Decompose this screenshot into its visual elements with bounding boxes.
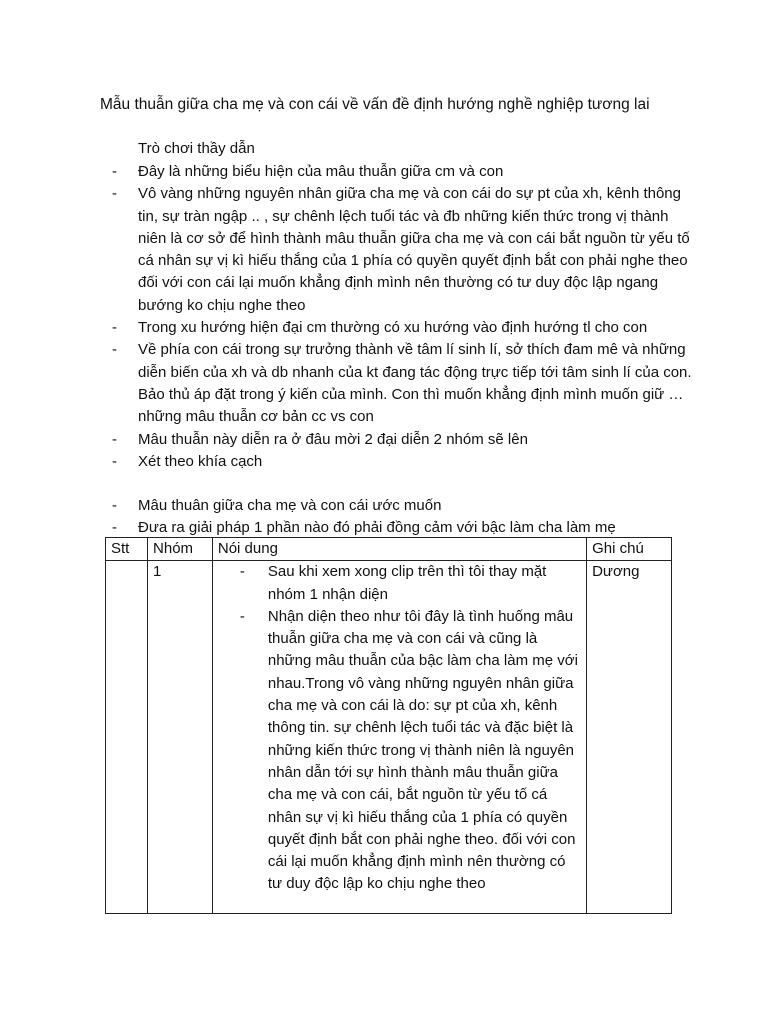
bullet-marker: - xyxy=(239,607,245,625)
bullet-marker: - xyxy=(112,497,117,515)
header-nhom: Nhóm xyxy=(148,538,213,561)
list-item xyxy=(112,183,692,317)
table-row xyxy=(106,561,672,914)
document-title: Mẫu thuẫn giữa cha mẹ và con cái về vấn đề định hướng nghề nghiệp tương lai xyxy=(100,96,650,113)
table-header-row xyxy=(106,538,672,561)
header-noi-dung: Nói dung xyxy=(212,538,586,561)
bullet-marker: - xyxy=(239,563,245,581)
bullet-marker: - xyxy=(112,319,117,337)
list-item-text: Trong xu hướng hiện đại cm thường có xu hướng vào định hướng tl cho con xyxy=(138,319,648,337)
bullet-list xyxy=(112,161,692,540)
list-item xyxy=(112,495,692,517)
list-item xyxy=(240,606,581,896)
bullet-marker: - xyxy=(112,163,117,180)
list-item-text: Nhận diện theo như tôi đây là tình huống mâu thuẫn giữa cha mẹ và con cái và cũng là những mâu thuẫn của bậc làm cha làm mẹ với nhau.Trong vô vàng những nguyên nhân giữa cha mẹ và con cái là do: sự pt của xh, kênh thông tin. sự chênh lệch tuổi tác và đặc biệt là những kiến thức trong vị thành niên là nguyên nhân dẫn tới sự hình thành mâu thuẫn giữa cha mẹ và con cái, bắt nguồn từ yếu tố cá nhân sự vị kì hiếu thắng của 1 phía có quyền quyết định bắt con phải nghe theo. đối với con cái lại muốn khẳng định mình nên thường có tư duy độc lập ko chịu nghe theo xyxy=(267,607,578,893)
document-subtitle: Trò chơi thầy dẫn xyxy=(138,140,255,157)
list-item xyxy=(112,451,692,473)
list-item-text: Đưa ra giải pháp 1 phần nào đó phải đồng cảm với bậc làm cha làm mẹ xyxy=(138,519,616,537)
list-item xyxy=(112,339,692,428)
list-item xyxy=(240,561,581,606)
bullet-marker: - xyxy=(112,430,117,448)
header-ghi-chu: Ghi chú xyxy=(587,538,672,561)
bullet-marker: - xyxy=(112,185,117,203)
cell-ghi-chu: Dương xyxy=(587,561,672,914)
list-item-text: Sau khi xem xong clip trên thì tôi thay mặt nhóm 1 nhận diện xyxy=(267,563,547,603)
list-item-text: Đây là những biểu hiện của mâu thuẫn giữa cm và con xyxy=(138,163,504,180)
bullet-marker: - xyxy=(112,341,117,359)
list-item-text: Vô vàng những nguyên nhân giữa cha mẹ và con cái do sự pt của xh, kênh thông tin, sự tràn ngập .. , sự chênh lệch tuổi tác và đb những kiến thức trong vị thành niên là cơ sở để hình thành mâu thuẫn giữa cha mẹ và con cái bắt nguồn từ yếu tố cá nhân sự vị kì hiếu thắng của 1 phía có quyền quyết định bắt con phải nghe theo đối với con cái lại muốn khẳng định mình nên thường có tư duy độc lập ngang bướng ko chịu nghe theo xyxy=(138,185,690,314)
bullet-marker: - xyxy=(112,519,117,537)
group-table xyxy=(105,537,672,914)
cell-nhom: 1 xyxy=(148,561,213,914)
header-stt: Stt xyxy=(106,538,148,561)
bullet-marker: - xyxy=(112,452,117,470)
list-item-text: Mâu thuẫn này diễn ra ở đâu mời 2 đại diễn 2 nhóm sẽ lên xyxy=(138,430,528,448)
list-item xyxy=(112,161,692,183)
list-item xyxy=(112,317,692,339)
list-item xyxy=(112,429,692,451)
cell-noi-dung xyxy=(212,561,586,914)
cell-stt xyxy=(106,561,148,914)
list-item-text: Mâu thuân giữa cha mẹ và con cái ước muốn xyxy=(138,497,442,515)
list-item-text: Xét theo khía cạch xyxy=(138,452,263,470)
cell-bullet-list xyxy=(218,561,581,895)
list-item-text: Về phía con cái trong sự trưởng thành về tâm lí sinh lí, sở thích đam mê và những diễn biến của xh và db nhanh của kt đang tác động trực tiếp tới tâm sinh lí của con. Bảo thủ áp đặt trong ý kiến của mình. Con thì muốn khẳng định mình muốn giữ … những mâu thuẫn cơ bản cc vs con xyxy=(138,341,692,426)
